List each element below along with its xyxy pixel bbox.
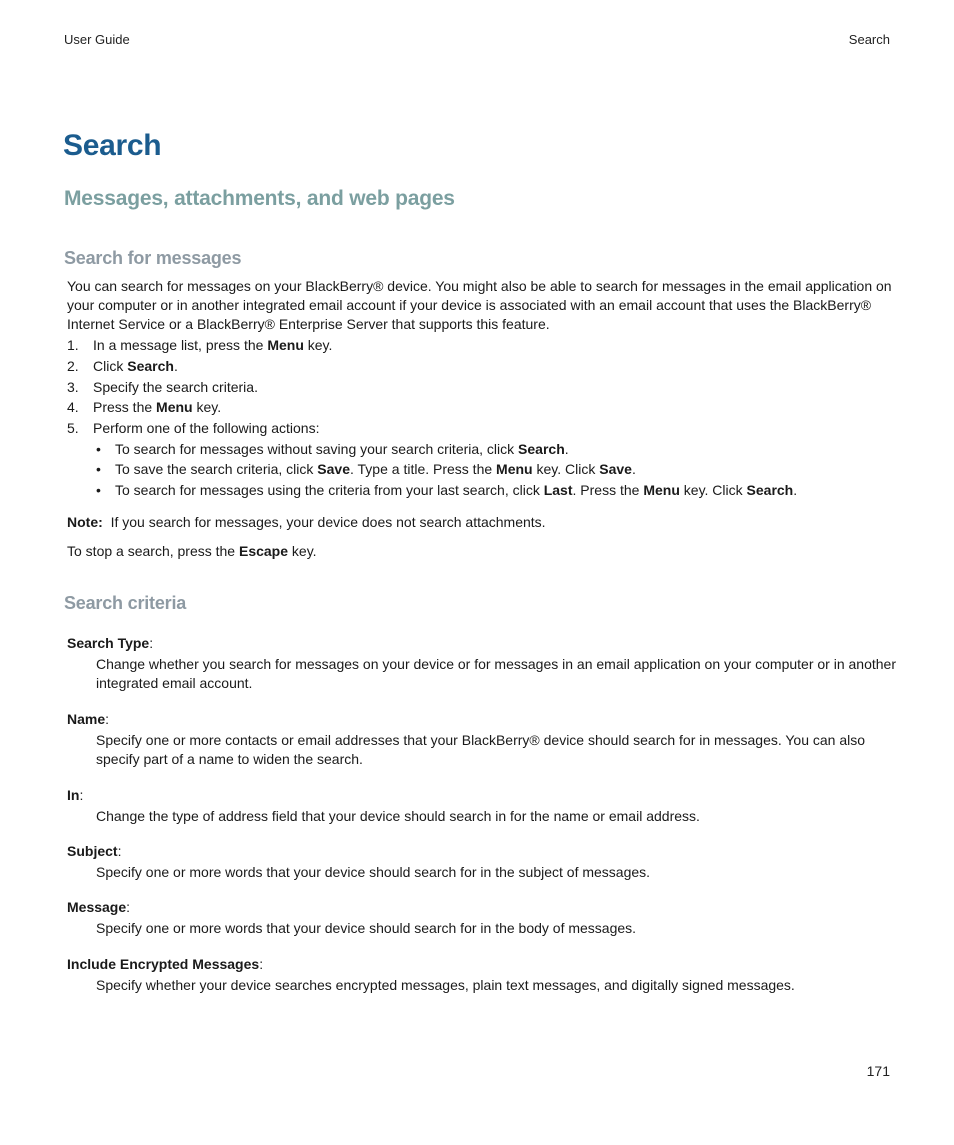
header-right: Search — [848, 32, 890, 47]
step-bold: Menu — [267, 337, 304, 353]
step-item — [67, 378, 893, 398]
step-number: 2. — [67, 358, 79, 374]
bullet-text: key. Click — [679, 482, 747, 498]
step-text: Perform one of the following actions: — [93, 420, 320, 436]
bullet-text: To save the search criteria, click — [115, 461, 318, 477]
step-number: 1. — [67, 337, 79, 353]
criteria-term: In — [67, 787, 80, 803]
bullet-text: . Press the — [572, 482, 644, 498]
criteria-colon: : — [259, 956, 264, 972]
criteria-desc: Specify one or more words that your device should search for in the body of messages. — [96, 920, 637, 936]
steps-list — [67, 336, 893, 440]
page-number: 171 — [866, 1063, 890, 1079]
criteria-term: Subject — [67, 843, 118, 859]
step-text-end: key. — [192, 399, 222, 415]
section-heading: Messages, attachments, and web pages — [64, 187, 455, 210]
bullet-bold: Save — [317, 461, 350, 477]
step-item — [67, 398, 893, 419]
step-text: Press the — [93, 399, 157, 415]
bullet-bold: Menu — [496, 461, 533, 477]
step-text-end: key. — [303, 337, 333, 353]
bullet-bold: Search — [518, 441, 565, 457]
bullet-text: . Type a title. Press the — [350, 461, 497, 477]
criteria-term: Name — [67, 711, 106, 727]
step-bold: Menu — [156, 399, 193, 415]
bullet-dot: • — [96, 482, 101, 498]
criteria-desc: Change whether you search for messages on your device or for messages in an email application on your computer or in another integrated email account. — [96, 656, 896, 691]
step-number: 3. — [67, 379, 79, 395]
criteria-term: Search Type — [67, 635, 150, 651]
bullet-list — [96, 440, 896, 502]
criteria-colon: : — [117, 843, 122, 859]
criteria-term-item — [67, 634, 153, 653]
subsection-heading-search-messages: Search for messages — [64, 248, 242, 268]
bullet-bold: Search — [746, 482, 794, 498]
note-text: If you search for messages, your device does not search attachments. — [110, 514, 546, 530]
stop-text: To stop a search, press the — [67, 543, 239, 559]
bullet-bold: Last — [543, 482, 573, 498]
stop-text-end: key. — [288, 543, 317, 559]
bullet-text: key. Click — [532, 461, 600, 477]
bullet-item — [96, 460, 896, 481]
step-text-end: . — [173, 358, 178, 374]
criteria-term-item — [67, 898, 130, 917]
stop-search-paragraph — [67, 542, 893, 561]
subsection-heading-search-criteria: Search criteria — [64, 593, 187, 613]
criteria-colon: : — [105, 711, 110, 727]
bullet-bold: Menu — [643, 482, 680, 498]
bullet-text: . — [564, 441, 569, 457]
step-text: Specify the search criteria. — [93, 379, 258, 395]
bullet-dot: • — [96, 441, 101, 457]
criteria-term-item — [67, 842, 121, 861]
note-label: Note: — [67, 514, 103, 530]
bullet-item — [96, 440, 896, 460]
criteria-term: Message — [67, 899, 127, 915]
bullet-text: To search for messages without saving your search criteria, click — [115, 441, 519, 457]
bullet-item — [96, 481, 896, 502]
criteria-term-item — [67, 786, 83, 805]
bullet-dot: • — [96, 461, 101, 477]
bullet-text: . — [793, 482, 798, 498]
criteria-colon: : — [79, 787, 84, 803]
bullet-bold: Save — [599, 461, 632, 477]
step-item — [67, 357, 893, 378]
criteria-term-item — [67, 710, 109, 729]
criteria-desc: Specify one or more contacts or email addresses that your BlackBerry® device should search for in messages. You can also specify part of a name to widen the search. — [96, 732, 866, 767]
header-left: User Guide — [64, 32, 130, 47]
criteria-term-item — [67, 955, 263, 974]
step-number: 5. — [67, 420, 79, 436]
step-text: Click — [93, 358, 128, 374]
step-text: In a message list, press the — [93, 337, 268, 353]
criteria-colon: : — [126, 899, 131, 915]
bullet-text: To search for messages using the criteria from your last search, click — [115, 482, 544, 498]
bullet-text: . — [631, 461, 636, 477]
step-item — [67, 419, 893, 440]
step-bold: Search — [127, 358, 174, 374]
step-item — [67, 336, 893, 357]
criteria-desc: Specify one or more words that your device should search for in the subject of messages. — [96, 864, 651, 880]
step-number: 4. — [67, 399, 79, 415]
criteria-desc: Specify whether your device searches encrypted messages, plain text messages, and digitally signed messages. — [96, 977, 795, 993]
stop-bold: Escape — [238, 543, 289, 559]
criteria-term: Include Encrypted Messages — [67, 956, 260, 972]
criteria-desc: Change the type of address field that your device should search in for the name or email address. — [96, 808, 700, 824]
criteria-colon: : — [149, 635, 154, 651]
intro-paragraph: You can search for messages on your BlackBerry® device. You might also be able to search for messages in the email application on your computer or in another integrated email account if your device is associated with an email account that uses the BlackBerry® Internet Service or a BlackBerry® Enterprise Server that supports this feature. — [67, 278, 892, 332]
page-title: Search — [63, 129, 162, 162]
note — [67, 513, 893, 532]
